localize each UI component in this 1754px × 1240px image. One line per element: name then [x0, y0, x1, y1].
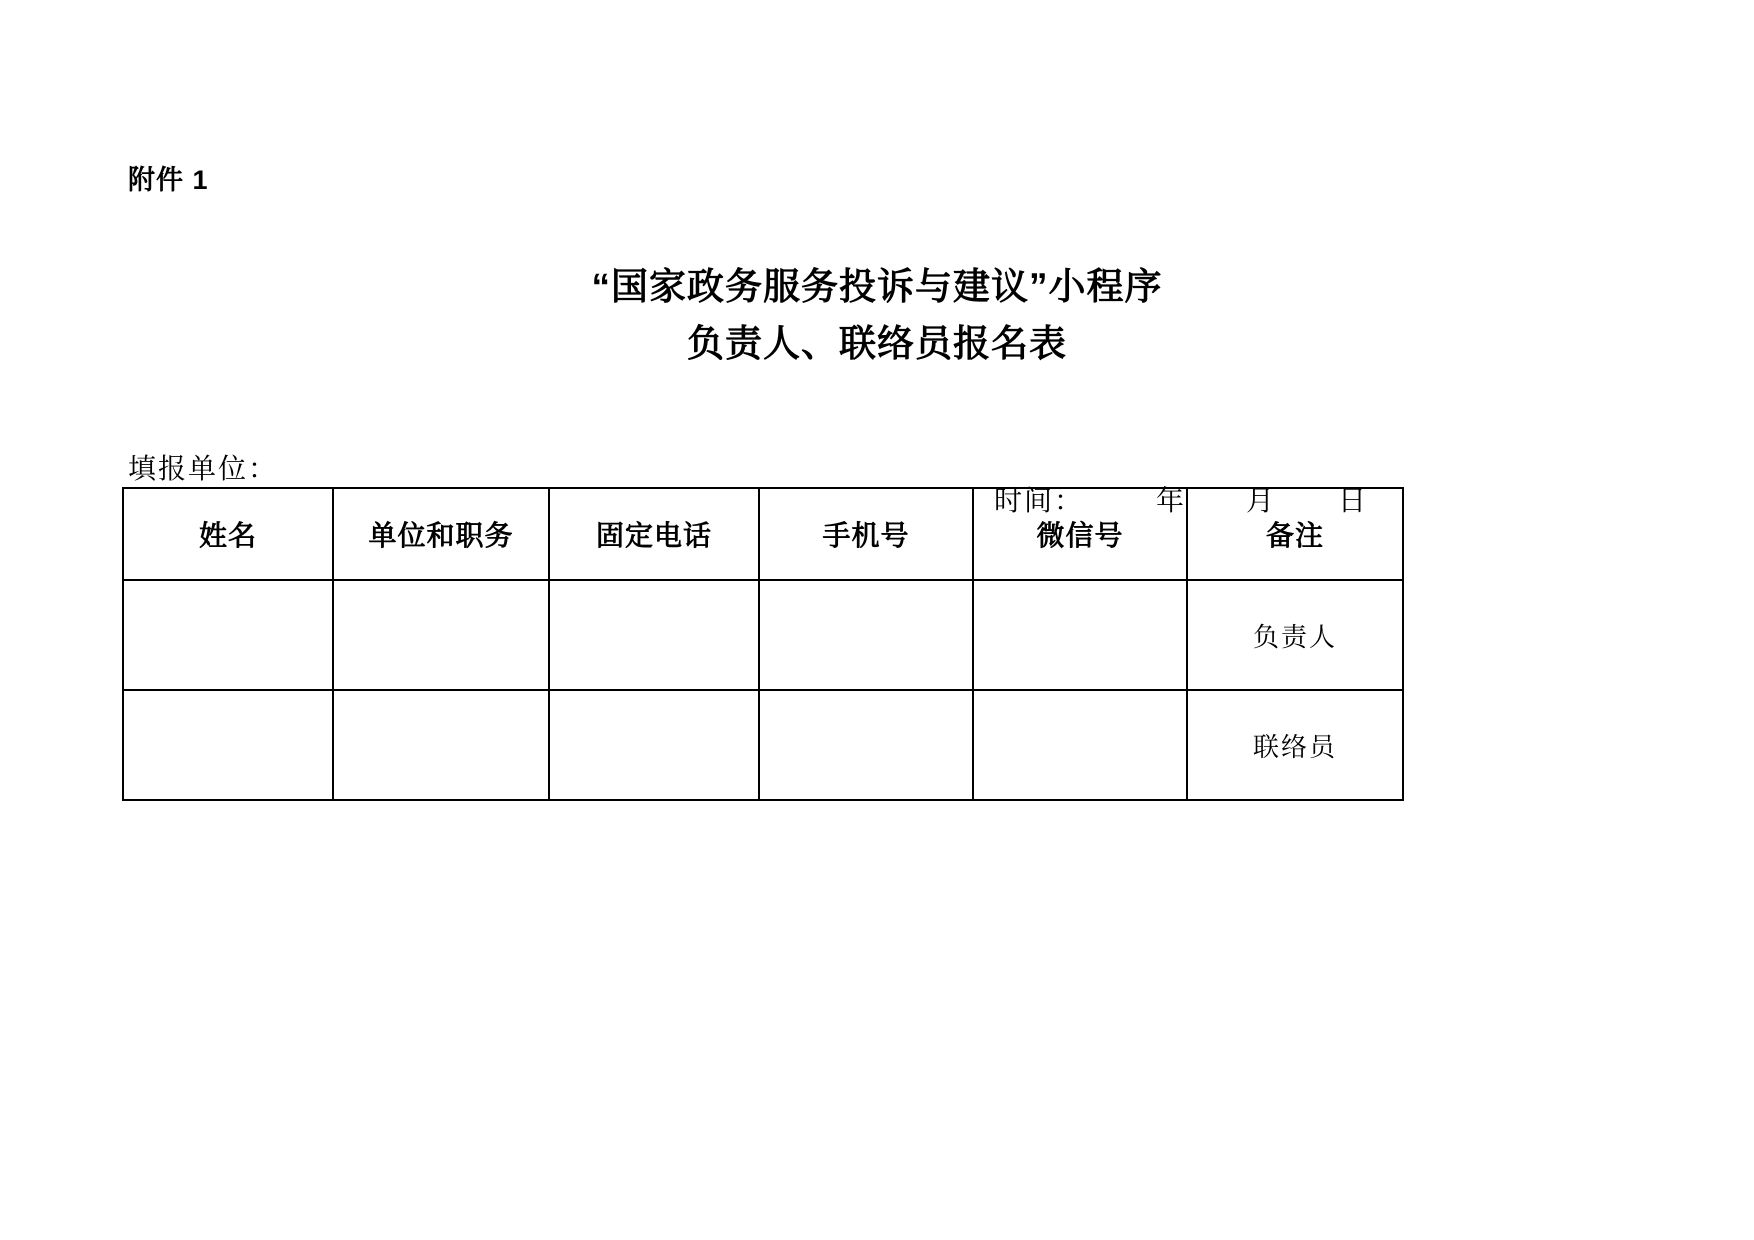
month-label: 月: [1246, 486, 1277, 517]
reporting-unit-label: 填报单位：: [128, 454, 279, 485]
cell-name[interactable]: [123, 690, 333, 800]
year-label: 年: [1156, 486, 1187, 517]
table-header-row: [123, 488, 1403, 580]
day-label: 日: [1338, 486, 1369, 517]
column-header-name: 姓名: [123, 488, 333, 580]
attachment-label: 附件 1: [128, 165, 209, 195]
column-header-wechat: 微信号: [973, 488, 1187, 580]
cell-wechat[interactable]: [973, 580, 1187, 690]
cell-landline[interactable]: [549, 580, 759, 690]
cell-unit-position[interactable]: [333, 690, 549, 800]
page-title-line-1: “国家政务服务投诉与建议”小程序: [591, 266, 1163, 307]
cell-name[interactable]: [123, 580, 333, 690]
registration-table: [122, 487, 1404, 801]
time-label: 时间：: [994, 486, 1085, 517]
cell-landline[interactable]: [549, 690, 759, 800]
page-title-line-2: 负责人、联络员报名表: [687, 323, 1067, 365]
table-row: [123, 690, 1403, 800]
cell-unit-position[interactable]: [333, 580, 549, 690]
cell-mobile[interactable]: [759, 580, 973, 690]
form-meta-row: [128, 447, 1390, 517]
column-header-unit-position: 单位和职务: [333, 488, 549, 580]
cell-remark: 联络员: [1187, 690, 1403, 800]
table-row: [123, 580, 1403, 690]
cell-wechat[interactable]: [973, 690, 1187, 800]
column-header-remark: 备注: [1187, 488, 1403, 580]
page-title: [0, 258, 1754, 373]
cell-remark: 负责人: [1187, 580, 1403, 690]
column-header-mobile: 手机号: [759, 488, 973, 580]
column-header-landline: 固定电话: [549, 488, 759, 580]
cell-mobile[interactable]: [759, 690, 973, 800]
